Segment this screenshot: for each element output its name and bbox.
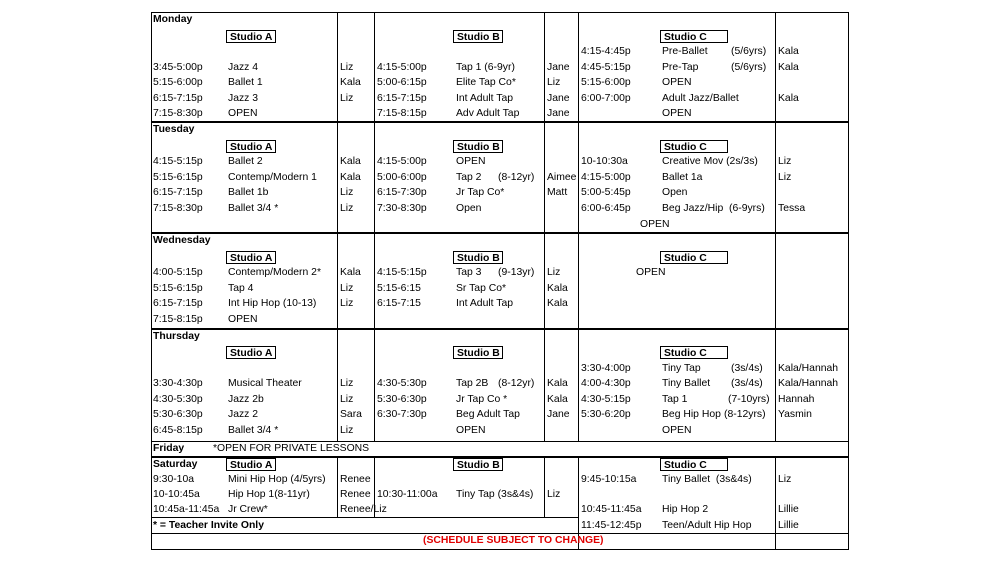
class-time: 7:15-8:15p [377,108,427,119]
class-teacher: Liz [547,77,561,88]
day-separator [151,232,849,234]
class-name: OPEN [456,156,486,167]
class-name: Open [662,187,688,198]
grid-line [337,12,338,442]
studio-a-header: Studio A [226,30,276,43]
grid-line [578,12,579,442]
class-name: Jazz 3 [228,93,259,104]
grid-line [848,12,849,550]
class-teacher: Kala [340,156,361,167]
studio-c-header: Studio C [660,458,728,471]
day-label-tuesday: Tuesday [153,124,195,135]
class-name: Ballet 1 [228,77,263,88]
class-time: 3:45-5:00p [153,62,203,73]
class-time: 6:15-7:15p [153,93,203,104]
class-time: 6:30-7:30p [377,409,427,420]
class-teacher: Kala [778,62,799,73]
class-age: (7-10yrs) [728,394,770,405]
class-name: Int Adult Tap [456,93,513,104]
class-time: 5:00-6:15p [377,77,427,88]
class-teacher: Liz [340,203,354,214]
class-name: Tap 1 (6-9yr) [456,62,515,73]
class-name: Ballet 1a [662,172,703,183]
class-teacher: Kala [547,394,568,405]
grid-line [151,12,849,13]
class-teacher: Jane [547,108,570,119]
class-name: Musical Theater [228,378,302,389]
class-teacher: Liz [340,283,354,294]
class-time: 6:15-7:15p [153,187,203,198]
class-age: (9-13yr) [498,267,535,278]
class-name: Contemp/Modern 2* [228,267,321,278]
studio-b-header: Studio B [453,140,503,153]
class-time: 6:00-6:45p [581,203,631,214]
class-teacher: Kala/Hannah [778,378,839,389]
class-time: 4:15-5:15p [377,267,427,278]
class-teacher: Kala [547,378,568,389]
class-teacher: Liz [340,425,354,436]
class-time: 7:15-8:15p [153,314,203,325]
class-time: 10:45a-11:45a [153,504,220,515]
studio-a-header: Studio A [226,458,276,471]
class-name: Tap 3 [456,267,482,278]
class-teacher: Kala [778,46,799,57]
class-teacher: Kala [778,93,799,104]
class-name: Adult Jazz/Ballet [662,93,739,104]
class-time: 6:45-8:15p [153,425,203,436]
class-time: 4:15-5:15p [153,156,203,167]
class-teacher: Liz [340,187,354,198]
class-teacher: Kala [547,298,568,309]
class-name: Jr Crew* [228,504,268,515]
class-teacher: Jane [547,409,570,420]
class-name: Ballet 3/4 * [228,203,279,214]
class-time: 5:00-5:45p [581,187,631,198]
day-label-wednesday: Wednesday [153,235,211,246]
studio-a-header: Studio A [226,251,276,264]
class-name: Elite Tap Co* [456,77,516,88]
class-teacher: Kala [340,267,361,278]
class-time: 10-10:45a [153,489,200,500]
class-name: Tap 4 [228,283,254,294]
class-teacher: Renee [340,489,371,500]
class-name: Creative Mov (2s/3s) [662,156,758,167]
studio-c-header: Studio C [660,30,728,43]
class-name: Open [456,203,482,214]
studio-b-header: Studio B [453,458,503,471]
class-time: 5:30-6:30p [377,394,427,405]
class-name: Beg Adult Tap [456,409,520,420]
class-time: 4:00-5:15p [153,267,203,278]
class-teacher: Liz [340,394,354,405]
class-time: 5:30-6:20p [581,409,631,420]
class-name: Adv Adult Tap [456,108,520,119]
class-age: (8-12yrs) [724,409,766,420]
class-name: Hip Hop 1(8-11yr) [228,489,310,500]
class-name: Hip Hop 2 [662,504,709,515]
open-slot: OPEN [640,219,670,230]
class-teacher: Lillie [778,520,799,531]
class-name: Jr Tap Co * [456,394,508,405]
class-name: Sr Tap Co* [456,283,507,294]
grid-line [544,457,545,517]
class-name: Jr Tap Co* [456,187,505,198]
class-teacher: Matt [547,187,568,198]
class-name: Ballet 1b [228,187,269,198]
class-time: 5:00-6:00p [377,172,427,183]
class-time: 4:15-5:00p [581,172,631,183]
grid-line [151,549,849,550]
class-name: Teen/Adult Hip Hop [662,520,752,531]
class-time: 6:15-7:15p [153,298,203,309]
class-time: 4:00-4:30p [581,378,631,389]
class-teacher: Liz [778,474,792,485]
class-teacher: Renee/Liz [340,504,387,515]
class-time: 7:30-8:30p [377,203,427,214]
day-separator [151,328,849,330]
class-teacher: Liz [340,93,354,104]
class-name: Tap 2 [456,172,482,183]
class-name: OPEN [228,314,258,325]
grid-line [775,457,776,550]
class-teacher: Liz [340,298,354,309]
class-teacher: Kala [340,172,361,183]
legend-note: * = Teacher Invite Only [153,520,264,531]
class-time: 5:15-6:15 [377,283,421,294]
class-time: 3:30-4:30p [153,378,203,389]
day-label-monday: Monday [153,14,193,25]
class-time: 4:30-5:30p [377,378,427,389]
class-time: 5:15-6:15p [153,283,203,294]
class-time: 11:45-12:45p [581,520,642,531]
schedule-sheet [151,12,849,550]
class-name: Ballet 3/4 * [228,425,279,436]
class-name: OPEN [662,108,692,119]
class-teacher: Renee [340,474,371,485]
class-name: Jazz 2 [228,409,259,420]
class-time: 4:15-5:00p [377,62,427,73]
class-time: 9:45-10:15a [581,474,637,485]
class-age: (5/6yrs) [731,46,767,57]
class-time: 10-10:30a [581,156,628,167]
class-teacher: Lillie [778,504,799,515]
class-teacher: Yasmin [778,409,812,420]
class-age: (8-12yr) [498,172,535,183]
class-time: 5:30-6:30p [153,409,203,420]
studio-c-header: Studio C [660,251,728,264]
class-age: (3s/4s) [731,378,763,389]
class-teacher: Sara [340,409,362,420]
studio-a-header: Studio A [226,140,276,153]
class-time: 7:15-8:30p [153,108,203,119]
class-time: 4:30-5:30p [153,394,203,405]
class-time: 4:15-4:45p [581,46,631,57]
class-name: Beg Hip Hop [662,409,721,420]
class-time: 5:15-6:15p [153,172,203,183]
class-time: 4:30-5:15p [581,394,631,405]
studio-b-header: Studio B [453,30,503,43]
class-time: 4:45-5:15p [581,62,631,73]
class-teacher: Liz [340,62,354,73]
class-teacher: Liz [778,172,792,183]
class-teacher: Hannah [778,394,815,405]
friday-note: *OPEN FOR PRIVATE LESSONS [213,443,370,454]
class-name: OPEN [662,425,692,436]
class-teacher: Liz [340,378,354,389]
class-time: 6:15-7:15p [377,93,427,104]
class-name: Int Hip Hop (10-13) [228,298,317,309]
class-teacher: Jane [547,62,570,73]
schedule-notice: (SCHEDULE SUBJECT TO CHANGE) [423,535,604,546]
class-name: Contemp/Modern 1 [228,172,317,183]
class-name: Mini Hip Hop (4/5yrs) [228,474,326,485]
studio-c-header: Studio C [660,346,728,359]
class-name: OPEN [456,425,486,436]
class-time: 10:45-11:45a [581,504,642,515]
grid-line [775,12,776,442]
class-name: OPEN [228,108,258,119]
class-name: Tiny Tap [662,363,701,374]
day-label-saturday: Saturday [153,459,198,470]
class-name: Tap 1 [662,394,688,405]
class-teacher: Kala/Hannah [778,363,839,374]
class-time: 6:00-7:00p [581,93,631,104]
day-label-thursday: Thursday [153,331,200,342]
grid-line [374,12,375,442]
grid-line [337,457,338,517]
class-age: (5/6yrs) [731,62,767,73]
studio-b-header: Studio B [453,346,503,359]
class-name: Pre-Ballet [662,46,708,57]
class-teacher: Liz [547,489,561,500]
day-label-friday: Friday [153,443,185,454]
class-teacher: Aimee [547,172,577,183]
grid-line [544,12,545,442]
class-teacher: Liz [547,267,561,278]
class-name: Beg Jazz/Hip (6-9yrs) [662,203,765,214]
class-time: 9:30-10a [153,474,195,485]
class-time: 6:15-7:30p [377,187,427,198]
class-age: (3s/4s) [731,363,763,374]
open-slot: OPEN [636,267,666,278]
class-time: 6:15-7:15 [377,298,421,309]
class-name: Tap 2B [456,378,489,389]
class-name: Int Adult Tap [456,298,513,309]
class-time: 5:15-6:00p [581,77,631,88]
class-name: Jazz 4 [228,62,259,73]
class-name: OPEN [662,77,692,88]
class-name: Pre-Tap [662,62,699,73]
class-teacher: Liz [778,156,792,167]
studio-b-header: Studio B [453,251,503,264]
class-time: 3:30-4:00p [581,363,631,374]
class-teacher: Kala [340,77,361,88]
class-name: Tiny Tap (3s&4s) [456,489,534,500]
class-time: 7:15-8:30p [153,203,203,214]
class-name: Tiny Ballet [662,378,711,389]
class-time: 4:15-5:00p [377,156,427,167]
class-teacher: Jane [547,93,570,104]
studio-c-header: Studio C [660,140,728,153]
class-name: Ballet 2 [228,156,263,167]
class-time: 10:30-11:00a [377,489,438,500]
class-age: (8-12yr) [498,378,535,389]
grid-line [151,12,152,550]
studio-a-header: Studio A [226,346,276,359]
class-time: 5:15-6:00p [153,77,203,88]
class-name: Jazz 2b [228,394,264,405]
class-teacher: Kala [547,283,568,294]
class-name: Tiny Ballet (3s&4s) [662,474,752,485]
class-teacher: Tessa [778,203,806,214]
